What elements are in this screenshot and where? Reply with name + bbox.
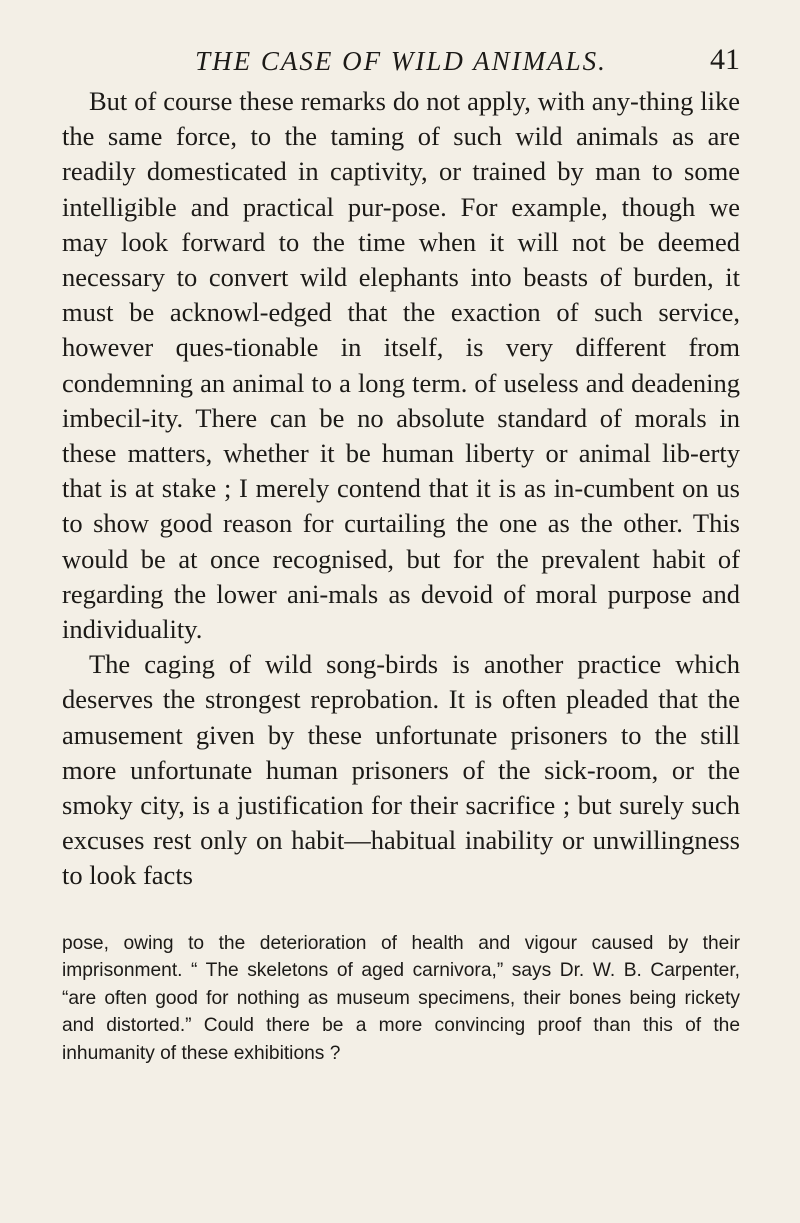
footnote bbox=[62, 930, 740, 1068]
paragraph: But of course these remarks do not apply, with any-thing like the same force, to the taming of such wild animals as are readily domesticated in captivity, or trained by man to some intelligible and practical pur-pose. For example, though we may look forward to the time when it will not be deemed necessary to convert wild elephants into beasts of burden, it must be acknowl-edged that the exaction of such service, however ques-tionable in itself, is very different from condemning an animal to a long term. of useless and deadening imbecil-ity. There can be no absolute standard of morals in these matters, whether it be human liberty or animal lib-erty that is at stake ; I merely contend that it is as in-cumbent on us to show good reason for curtailing the one as the other. This would be at once recognised, but for the prevalent habit of regarding the lower ani-mals as devoid of moral purpose and individuality. bbox=[62, 86, 740, 645]
running-title: THE CASE OF WILD ANIMALS. bbox=[195, 46, 607, 76]
page-number: 41 bbox=[710, 43, 740, 76]
running-head bbox=[62, 0, 740, 84]
footnote-text: pose, owing to the deterioration of health and vigour caused by their imprisonment. “ The skeletons of aged carnivora,” says Dr. W. B. Carpenter, “are often good for nothing as museum specimens, their bones being rickety and distorted.” Could there be a more convincing proof than this of the inhumanity of these exhibitions ? bbox=[62, 932, 740, 1064]
paragraph: The caging of wild song-birds is another practice which deserves the strongest reprobation. It is often pleaded that the amusement given by these unfortunate prisoners to the still more unfortunate human prisoners of the sick-room, or the smoky city, is a justification for their sacrifice ; but surely such excuses rest only on habit—habitual inability or unwillingness to look facts bbox=[62, 649, 740, 891]
main-text bbox=[62, 84, 740, 894]
